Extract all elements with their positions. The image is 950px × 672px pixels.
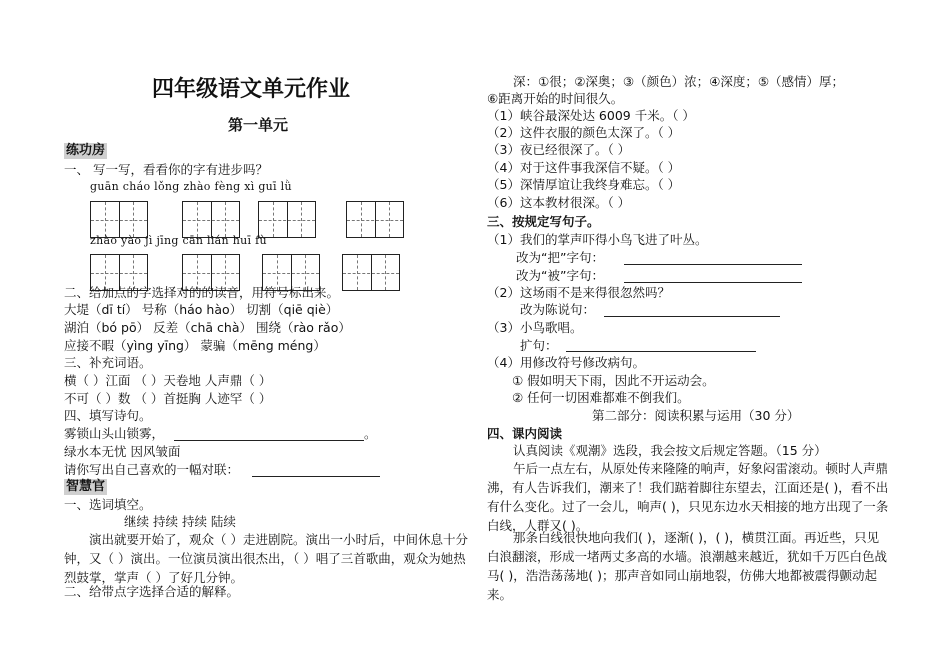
bei-sentence-label: 改为“被”字句：: [516, 268, 604, 283]
deep-item: （2）这件衣服的颜色太深了。（ ）: [487, 125, 681, 140]
section-heading-wisdom: 智慧官: [66, 479, 106, 494]
ba-sentence-answer-line[interactable]: [624, 264, 802, 265]
couplet-answer-line[interactable]: [252, 476, 380, 477]
word-choices: 继续 持续 持续 陆续: [124, 514, 236, 529]
fill-word-prompt: 一、选词填空。: [64, 497, 152, 512]
reading-intro: 认真阅读《观潮》选段，我会按文后规定答题。（15 分）: [513, 443, 827, 458]
couplet-prompt: 请你写出自己喜欢的一幅对联：: [64, 462, 240, 477]
sentence-item: （2）这场雨不是来得很忽然吗？: [487, 285, 670, 300]
deep-item: （5）深情厚谊让我终身难忘。（ ）: [487, 177, 681, 192]
pronunciation-item: 大堤（dī tí） 号称（háo hào） 切割（qiē qiè）: [64, 302, 339, 317]
faulty-sentence: ② 任何一切困难都难不倒我们。: [512, 390, 690, 405]
deep-definitions-cont: ⑥距离开始的时间很久。: [487, 91, 624, 106]
pronunciation-item: 湖泊（bó pō） 反差（chā chà） 围绕（rào rǎo）: [64, 320, 351, 335]
ba-sentence-label: 改为“把”字句：: [516, 250, 604, 265]
question-4-heading: 四、课内阅读: [487, 426, 563, 441]
fill-word-paragraph: 演出就要开始了，观众（ ）走进剧院。演出一小时后，中间休息十分钟，又（ ）演出。一位演员演出很杰出，（ ）唱了三首歌曲，观众为她热烈鼓掌，掌声（ ）了好几分钟。: [64, 532, 468, 585]
deep-item: （1）峡谷最深处达 6009 千米。（ ）: [487, 108, 695, 123]
deep-definitions: 深：①很；②深奥；③（颜色）浓；④深度；⑤（感情）厚；: [513, 74, 845, 89]
writing-grid[interactable]: [342, 254, 400, 291]
pinyin-row-2: zhào yào jì jīng cān lián huī fù: [90, 234, 267, 247]
deep-item: （4）对于这件事我深信不疑。（ ）: [487, 160, 681, 175]
sentence-item: （1）我们的掌声吓得小鸟飞进了叶丛。: [487, 232, 708, 247]
meaning-prompt: 二、给带点字选择合适的解释。: [64, 584, 240, 599]
expand-answer-line[interactable]: [566, 351, 756, 352]
question-4-prompt: 四、填写诗句。: [64, 408, 152, 423]
part-2-heading: 第二部分：阅读积累与运用（30 分）: [592, 408, 800, 423]
poem-line-1: 雾锁山头山锁雾，: [64, 426, 165, 441]
statement-label: 改为陈说句：: [520, 302, 596, 317]
question-1-prompt: 一、 写一写，看看你的字有进步吗？: [64, 162, 268, 177]
deep-item: （3）夜已经很深了。（ ）: [487, 142, 631, 157]
pronunciation-item: 应接不暇（yìng yīng） 蒙骗（mēng méng）: [64, 338, 326, 353]
section-heading-practice: 练功房: [66, 143, 106, 158]
reading-passage-2: 那条白线很快地向我们( )，逐渐( )，( )，横贯江面。再近些，只见白浪翻滚，形成一堵两丈多高的水墙。浪潮越来越近，犹如千万匹白色战马( )，浩浩荡荡地( )；那声音如同山崩地裂，仿佛大地都被震得颤动起来。: [487, 530, 888, 602]
worksheet-title: 四年级语文单元作业: [152, 77, 351, 102]
poem-line-1-end: 。: [364, 426, 377, 441]
unit-heading: 第一单元: [228, 116, 289, 134]
poem-line-2: 绿水本无忧 因风皱面: [64, 444, 181, 459]
expand-label: 扩句：: [520, 338, 558, 353]
question-3-heading: 三、按规定写句子。: [487, 214, 600, 229]
pinyin-row-1: guān cháo lǒng zhào fèng xì guī lǜ: [90, 180, 292, 193]
poem-answer-line[interactable]: [174, 440, 364, 441]
faulty-sentence: ① 假如明天下雨，因此不开运动会。: [512, 373, 715, 388]
idiom-item: 不可（ ）数 （ ）首挺胸 人迹罕（ ）: [64, 391, 272, 406]
statement-answer-line[interactable]: [604, 316, 780, 317]
question-2-prompt: 二、给加点的字选择对的的读音，用符号标出来。: [64, 285, 340, 300]
sentence-item: （4）用修改符号修改病句。: [487, 355, 645, 370]
reading-passage-1: 午后一点左右，从原处传来隆隆的响声，好象闷雷滚动。顿时人声鼎沸，有人告诉我们，潮来了！我们踮着脚往东望去，江面还是( )，看不出有什么变化。过了一会儿，响声( )，只见东边水天相接的地方出现了一条白线，人群又( )。: [487, 461, 889, 533]
question-3-prompt: 三、补充词语。: [64, 355, 152, 370]
writing-grid[interactable]: [346, 201, 404, 238]
sentence-item: （3）小鸟歌唱。: [487, 320, 583, 335]
deep-item: （6）这本教材很深。（ ）: [487, 195, 631, 210]
idiom-item: 横（ ）江面 （ ）天卷地 人声鼎（ ）: [64, 373, 272, 388]
bei-sentence-answer-line[interactable]: [624, 282, 802, 283]
